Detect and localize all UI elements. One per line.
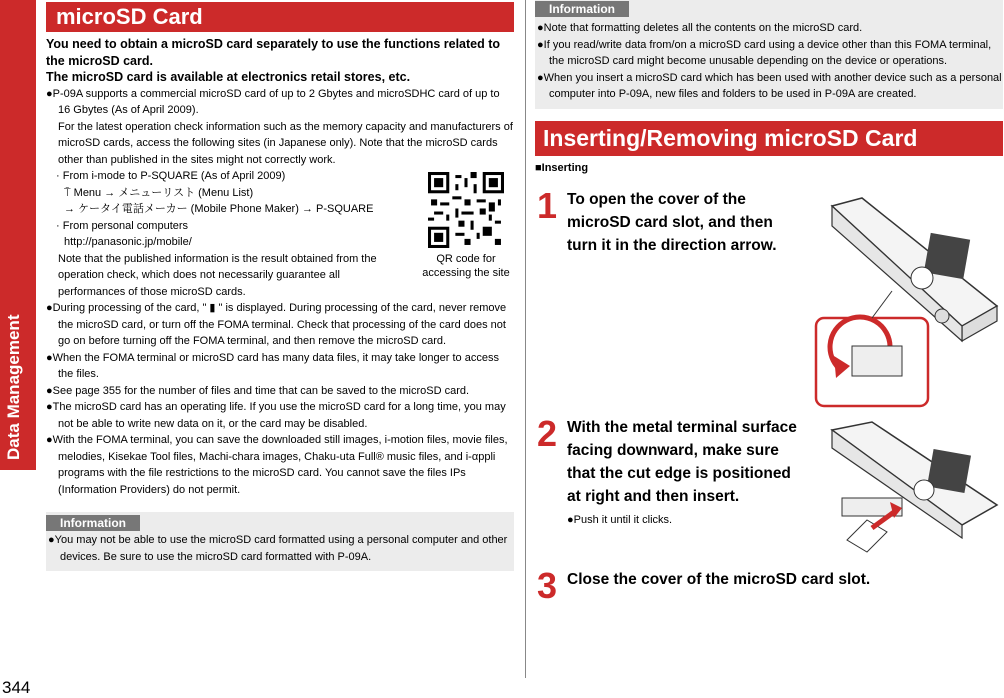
qr-code-block	[420, 172, 512, 280]
bullet-item: ●P-09A supports a commercial microSD card of up to 2 Gbytes and microSDHC card of up to 16 Gbytes (As of April 2009).	[46, 87, 500, 116]
step-1	[537, 185, 807, 257]
card-insert-illustration	[812, 420, 1002, 555]
step-number: 2	[537, 413, 558, 454]
left-column	[46, 2, 514, 571]
step-text: With the metal terminal surface facing downward, make sure that the cut edge is positioned at right and then insert.	[567, 419, 797, 505]
info-item: ●If you read/write data from/on a microSD card using a device other than this FOMA terminal, the microSD card might become unusable depending on the device or operations.	[537, 38, 992, 67]
page-number: 344	[2, 678, 31, 697]
step-text: Close the cover of the microSD card slot.	[567, 571, 871, 588]
bullet-item: ●When the FOMA terminal or microSD card has many data files, it may take longer to access the files.	[46, 351, 499, 380]
step-3	[537, 565, 957, 606]
sub-item-url[interactable]: http://panasonic.jp/mobile/	[64, 236, 192, 248]
bullet-item: ●With the FOMA terminal, you can save the downloaded still images, i-motion files, movie files, melodies, Kisekae Tool files, Machi-chara images, Chaku-uta Full® music files, and i-αppli programs with the file restrictions to the microSD card. You cannot save the files IPs (Information Providers) do not permit.	[46, 434, 508, 496]
step-note: ●Push it until it clicks.	[567, 514, 673, 526]
intro-line-1: You need to obtain a microSD card separately to use the functions related to the microSD card.	[46, 37, 501, 68]
side-tab	[0, 0, 36, 470]
info-label: Information	[535, 1, 629, 17]
step-text: To open the cover of the microSD card slot, and then turn it in the direction arrow.	[567, 191, 777, 254]
section-title-microsd: microSD Card	[46, 2, 514, 32]
bullet-continuation: For the latest operation check information such as the memory capacity and manufacturers of microSD cards, access the following sites (in Japanese only). Note that the microSD cards other than published in the sites might not correctly work.	[58, 120, 513, 166]
qr-caption: QR code for accessing the site	[422, 253, 510, 279]
info-item: ●You may not be able to use the microSD card formatted using a personal computer and other devices. Be sure to use the microSD card formatted with P-09A.	[48, 534, 508, 563]
section-title-inserting: Inserting/Removing microSD Card	[535, 121, 1003, 156]
bullet-list	[46, 86, 514, 499]
step-number: 3	[537, 565, 558, 606]
sub-item-maker: → ケータイ電話メーカー (Mobile Phone Maker) → P-SQUARE	[64, 203, 374, 215]
right-column	[535, 0, 1003, 174]
sub-heading-inserting: ■Inserting	[535, 161, 589, 174]
step-2	[537, 413, 807, 526]
info-box-right	[535, 0, 1003, 109]
info-item: ●Note that formatting deletes all the contents on the microSD card.	[537, 22, 863, 34]
column-divider	[525, 0, 526, 678]
qr-code-icon	[428, 172, 504, 248]
imode-icon: ⍑	[64, 186, 74, 199]
bullet-item: ●See page 355 for the number of files and time that can be saved to the microSD card.	[46, 384, 470, 397]
step-number: 1	[537, 185, 558, 226]
bullet-item: ●The microSD card has an operating life. If you use the microSD card for a long time, you may not be able to write new data on it, or the card may be disabled.	[46, 401, 506, 430]
info-label: Information	[46, 515, 140, 531]
sub-item-imode: · From i-mode to P-SQUARE (As of April 2009)	[56, 170, 286, 182]
info-item: ●When you insert a microSD card which has been used with another device such as a personal computer into P-09A, new files and folders to be used in P-09A are created.	[537, 71, 1002, 100]
intro-line-2: The microSD card is available at electronics retail stores, etc.	[46, 70, 411, 84]
bullet-note: Note that the published information is the result obtained from the operation check, which does not necessarily guarantee all performances of those microSD cards.	[58, 252, 377, 298]
sub-item-pc: · From personal computers	[56, 219, 189, 232]
side-tab-label: Data Management	[4, 314, 23, 460]
bullet-item: ●During processing of the card, " ▮ " is displayed. During processing of the card, never remove the microSD card, or turn off the FOMA terminal. Check that processing of the card does not go on before turning off the FOMA terminal, and then remove the microSD card.	[46, 302, 507, 347]
info-box-left	[46, 512, 514, 571]
phone-slot-open-illustration	[812, 196, 1002, 410]
sub-item-menu: ⍑ Menu → メニューリスト (Menu List)	[64, 186, 254, 199]
